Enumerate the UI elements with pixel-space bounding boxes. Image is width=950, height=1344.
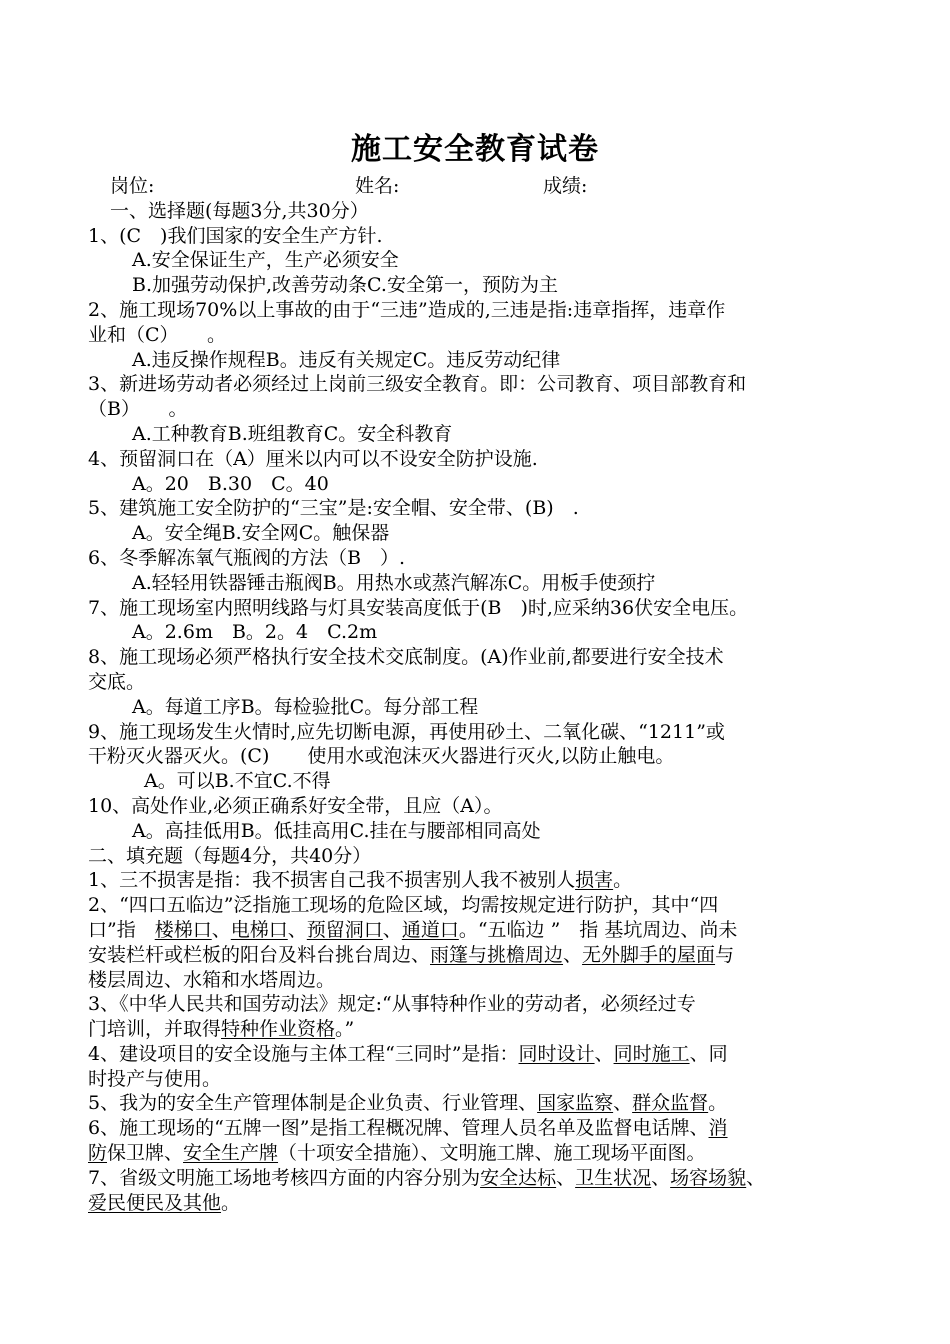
q1-option: B.加强劳动保护,改善劳动条C.安全第一，预防为主 [132, 274, 558, 297]
q9-stem-cont: 干粉灭火器灭火。(C) 使用水或泡沫灭火器进行灭火,以防止触电。 [88, 745, 675, 768]
fill-answer: 卫生状况 [575, 1166, 652, 1189]
position-label: 岗位: [110, 175, 155, 197]
q6-options: A.轻轻用铁器锤击瓶阀B。用热水或蒸汽解冻C。用板手使颈拧 [132, 571, 656, 594]
fill-answer: 安全生产牌 [183, 1142, 279, 1165]
fill-answer: 同时设计 [518, 1042, 595, 1065]
fill-q1: 1、三不损害是指：我不损害自己我不损害别人我不被别人损害。 [88, 869, 633, 892]
q4-options: A。20 B.30 C。40 [132, 472, 329, 495]
name-label: 姓名: [355, 175, 400, 197]
q9-options: A。可以B.不宜C.不得 [144, 770, 331, 793]
q8-stem-cont: 交底。 [88, 670, 146, 693]
q6-stem: 6、冬季解冻氧气瓶阀的方法（B ）. [88, 546, 406, 569]
q2-stem: 2、施工现场70%以上事故的由于“三违”造成的,三违是指:违章指挥，违章作 [88, 298, 726, 321]
q7-options: A。2.6m B。2。4 C.2m [132, 621, 378, 644]
fill-q6-cont: 防保卫牌、安全生产牌（十项安全措施）、文明施工牌、施工现场平面图。 [88, 1142, 706, 1165]
exam-body [88, 174, 868, 1215]
q5-stem: 5、建筑施工安全防护的“三宝”是:安全帽、安全带、(B) . [88, 497, 579, 520]
fill-answer: 同时施工 [613, 1042, 690, 1065]
section1-heading: 一、选择题(每题3分,共30分） [110, 199, 369, 222]
fill-q6: 6、施工现场的“五牌一图”是指工程概况牌、管理人员名单及监督电话牌、消 [88, 1117, 728, 1140]
exam-header-row [88, 174, 868, 199]
q3-options: A.工种教育B.班组教育C。安全科教育 [132, 422, 453, 445]
fill-answer: 预留洞口 [306, 918, 383, 941]
fill-q7: 7、省级文明施工场地考核四方面的内容分别为安全达标、卫生状况、场容场貌、 [88, 1166, 766, 1189]
q3-stem: 3、新进场劳动者必须经过上岗前三级安全教育。即：公司教育、项目部教育和 [88, 373, 747, 396]
q7-stem: 7、施工现场室内照明线路与灯具安装高度低于(B )时,应采纳36伏安全电压。 [88, 596, 749, 619]
fill-answer: 场容场貌 [670, 1166, 747, 1189]
q9-stem: 9、施工现场发生火情时,应先切断电源，再使用砂土、二氧化碳、“1211”或 [88, 720, 725, 743]
fill-answer: 安全达标 [480, 1166, 557, 1189]
fill-q4-cont: 时投产与使用。 [88, 1067, 222, 1090]
q8-stem: 8、施工现场必须严格执行安全技术交底制度。(A)作业前,都要进行安全技术 [88, 646, 724, 669]
q5-options: A。安全绳B.安全网C。触保器 [132, 522, 390, 545]
fill-answer: 通道口 [401, 918, 459, 941]
q1-stem: 1、(C )我们国家的安全生产方针. [88, 224, 383, 247]
q10-stem: 10、高处作业,必须正确系好安全带，且应（A）。 [88, 794, 503, 817]
q8-options: A。每道工序B。每检验批C。每分部工程 [132, 695, 479, 718]
fill-q7-cont: 爱民便民及其他。 [88, 1191, 241, 1214]
q3-stem-cont: （B） 。 [88, 398, 188, 421]
fill-q3-cont: 门培训，并取得特种作业资格。” [88, 1018, 355, 1041]
fill-answer: 特种作业资格 [221, 1018, 336, 1041]
fill-q2-cont: 楼层周边、水箱和水塔周边。 [88, 968, 336, 991]
fill-answer: 楼梯口 [154, 918, 212, 941]
fill-q2: 2、“四口五临边”泛指施工现场的危险区域，均需按规定进行防护，其中“四 [88, 894, 719, 917]
page-title: 施工安全教育试卷 [351, 132, 599, 167]
score-label: 成绩: [543, 175, 588, 197]
q2-stem-cont: 业和（C） 。 [88, 323, 227, 346]
q4-stem: 4、预留洞口在（A）厘米以内可以不设安全防护设施. [88, 447, 538, 470]
fill-q2-cont: 安装栏杆或栏板的阳台及料台挑台周边、雨篷与挑檐周边、无外脚手的屋面与 [88, 943, 735, 966]
fill-answer: 国家监察 [537, 1092, 614, 1115]
fill-answer: 防 [88, 1142, 108, 1165]
section2-heading: 二、填充题（每题4分，共40分） [88, 844, 372, 867]
fill-answer: 爱民便民及其他 [88, 1191, 222, 1214]
q1-option: A.安全保证生产，生产必须安全 [132, 249, 399, 272]
fill-q2-cont: 口”指 楼梯口、电梯口、预留洞口、通道口。“五临边 ” 指 基坑周边、尚未 [88, 918, 738, 941]
q2-options: A.违反操作规程B。违反有关规定C。违反劳动纪律 [132, 348, 561, 371]
fill-answer: 损害 [575, 869, 614, 892]
fill-answer: 消 [708, 1117, 728, 1140]
fill-answer: 电梯口 [230, 918, 288, 941]
fill-q5: 5、我为的安全生产管理体制是企业负责、行业管理、国家监察、群众监督。 [88, 1092, 728, 1115]
fill-q4: 4、建设项目的安全设施与主体工程“三同时”是指：同时设计、同时施工、同 [88, 1042, 728, 1065]
q10-options: A。高挂低用B。低挂高用C.挂在与腰部相同高处 [132, 819, 541, 842]
fill-answer: 无外脚手的屋面 [582, 943, 716, 966]
fill-q3: 3、《中华人民共和国劳动法》规定:“从事特种作业的劳动者，必须经过专 [88, 993, 696, 1016]
fill-answer: 群众监督 [632, 1092, 709, 1115]
fill-answer: 雨篷与挑檐周边 [430, 943, 564, 966]
